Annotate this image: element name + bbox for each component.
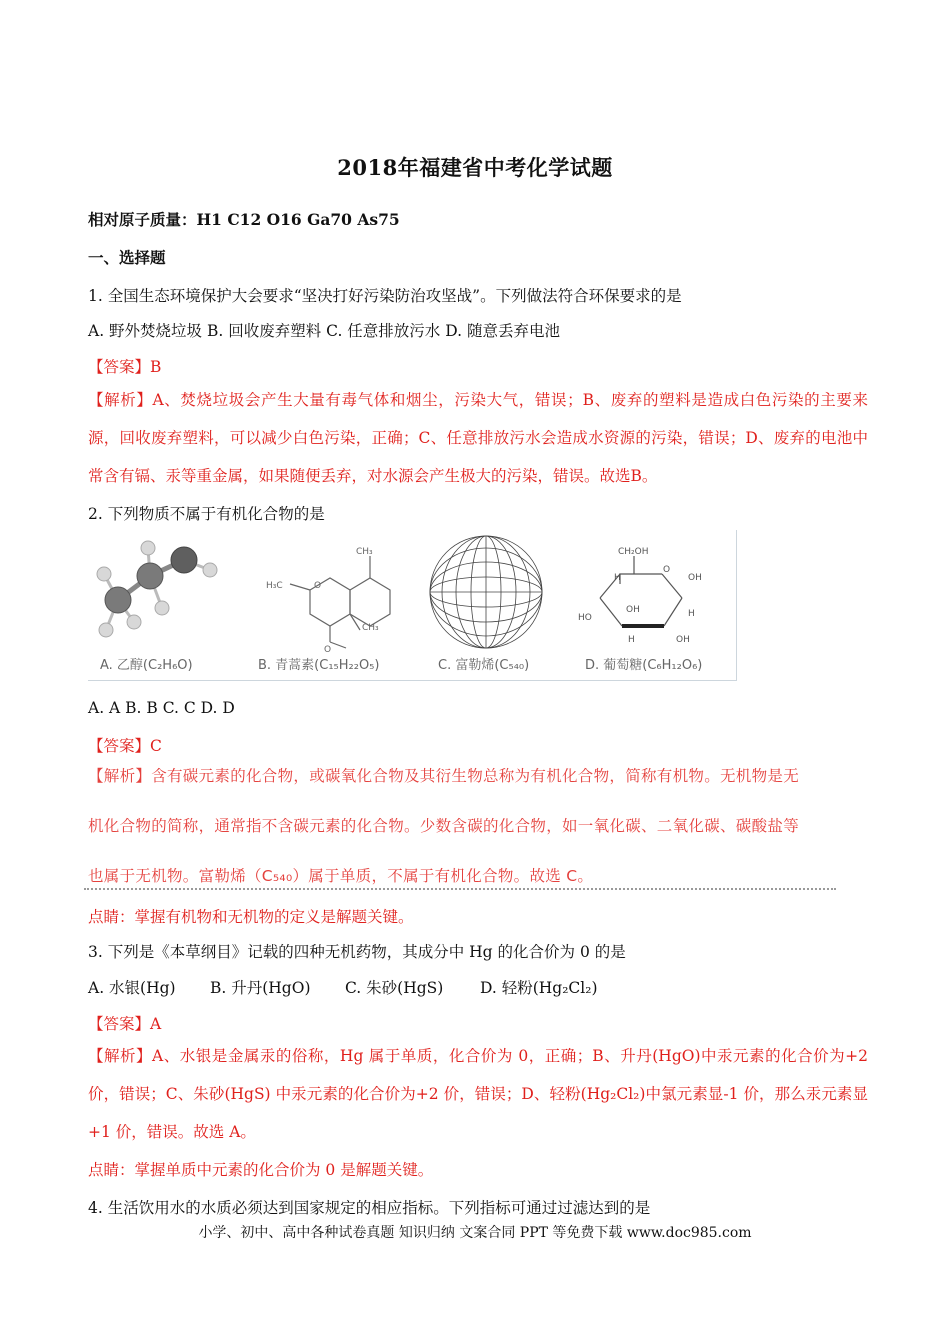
caption-c: C. 富勒烯(C₅₄₀) [438, 658, 530, 673]
question-3-option-d: D. 轻粉(Hg₂Cl₂) [480, 979, 598, 997]
question-2-analysis-line-2: 机化合物的简称，通常指不含碳元素的化合物。少数含碳的化合物，如一氧化碳、二氧化碳、碳酸盐等 [88, 817, 800, 835]
question-3-option-c: C. 朱砂(HgS) [345, 979, 444, 997]
molecule-figure [88, 530, 737, 681]
b-o-2: O [324, 645, 332, 655]
question-1-answer: 【答案】B [88, 358, 162, 376]
question-1-options: A. 野外焚烧垃圾 B. 回收废弃塑料 C. 任意排放污水 D. 随意丢弃电池 [88, 322, 560, 340]
d-ch2oh: CH₂OH [618, 547, 649, 557]
question-3-stem: 3. 下列是《本草纲目》记载的四种无机药物，其成分中 Hg 的化合价为 0 的是 [88, 943, 626, 961]
caption-b: B. 青蒿素(C₁₅H₂₂O₅) [258, 658, 380, 673]
b-ch3-top: CH₃ [356, 547, 373, 557]
d-oh-2: OH [626, 605, 640, 615]
question-1-analysis: 【解析】A、焚烧垃圾会产生大量有毒气体和烟尘，污染大气，错误；B、废弃的塑料是造成白色污染的主要来源，回收废弃塑料，可以减少白色污染，正确；C、任意排放污水会造成水资源的污染，错误；D、废弃的电池中常含有镉、汞等重金属，如果随便丢弃，对水源会产生极大的污染，错误。故选B。 [88, 391, 868, 485]
d-oh-3: OH [676, 635, 690, 645]
question-2-tip: 点睛：掌握有机物和无机物的定义是解题关键。 [88, 908, 414, 926]
question-2-analysis-line-3: 也属于无机物。富勒烯（C₅₄₀）属于单质，不属于有机化合物。故选 C。 [88, 867, 594, 885]
page-title: 2018年福建省中考化学试题 [337, 155, 613, 180]
artemisinin-structure [290, 556, 390, 648]
question-2-answer: 【答案】C [88, 737, 162, 755]
d-h-1: H [688, 609, 695, 619]
question-3-tip: 点睛：掌握单质中元素的化合价为 0 是解题关键。 [88, 1161, 434, 1179]
caption-a: A. 乙醇(C₂H₆O) [100, 658, 193, 673]
section-heading: 一、选择题 [88, 248, 166, 267]
page-footer: 小学、初中、高中各种试卷真题 知识归纳 文案合同 PPT 等免费下载 www.doc985.com [198, 1225, 752, 1241]
question-3-option-a: A. 水银(Hg) [88, 979, 176, 997]
b-ch3-right: CH₃ [362, 623, 379, 633]
question-3-analysis: 【解析】A、水银是金属汞的俗称，Hg 属于单质，化合价为 0，正确；B、升丹(HgO)中汞元素的化合价为+2 价，错误；C、朱砂(HgS) 中汞元素的化合价为+2 价，错误；D、轻粉(Hg₂Cl₂)中氯元素显-1 价，那么汞元素显+1 价，错误。故选 A。 [88, 1047, 868, 1141]
question-1-stem: 1. 全国生态环境保护大会要求“坚决打好污染防治攻坚战”。下列做法符合环保要求的是 [88, 287, 682, 305]
d-h-2: H [614, 573, 621, 583]
question-3-option-b: B. 升丹(HgO) [210, 979, 311, 997]
d-ho: HO [578, 613, 592, 623]
question-3-answer: 【答案】A [88, 1015, 162, 1033]
caption-d: D. 葡萄糖(C₆H₁₂O₆) [585, 658, 703, 673]
question-2-stem: 2. 下列物质不属于有机化合物的是 [88, 505, 325, 523]
ethanol-model [97, 541, 217, 637]
atomic-mass-line: 相对原子质量：H1 C12 O16 Ga70 As75 [88, 210, 400, 229]
b-o-1: O [314, 581, 322, 591]
fullerene-cage [430, 536, 542, 648]
d-o: O [663, 565, 671, 575]
d-h-3: H [628, 635, 635, 645]
question-2-analysis-line-1: 【解析】含有碳元素的化合物，或碳氧化合物及其衍生物总称为有机化合物，简称有机物。无机物是无 [88, 767, 800, 785]
question-4-stem: 4. 生活饮用水的水质必须达到国家规定的相应指标。下列指标可通过过滤达到的是 [88, 1199, 651, 1217]
question-2-options: A. A B. B C. C D. D [88, 699, 235, 717]
b-h3c: H₃C [266, 581, 283, 591]
d-oh-1: OH [688, 573, 702, 583]
